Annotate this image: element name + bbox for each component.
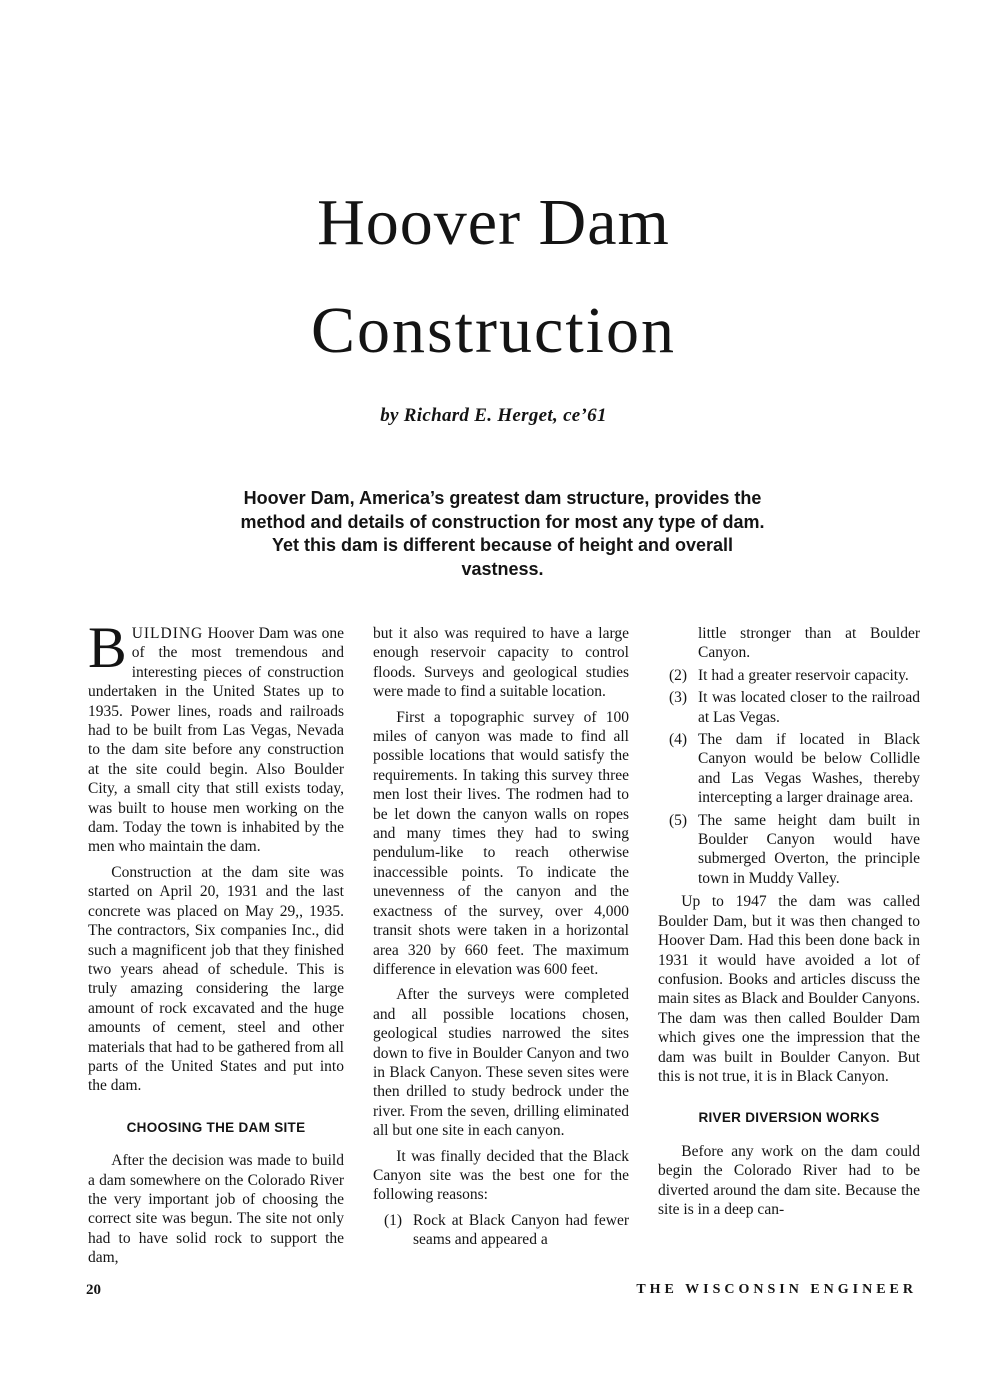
paragraph-text: Hoover Dam was one of the most tremendous and interesting pieces of construction undertaken in the United States up to 1935. Power lines, roads and railroads had to be built from Las Vegas, Nevada to the dam site before any construction at the site could begin. Also Boulder City, a small city that still exists today, was built to house men working on the dam. Today the town is inhabited by the men who maintain the dam. [88,625,344,856]
list-item [658,688,920,727]
drop-cap: B [88,615,127,680]
byline: by Richard E. Herget, ce’61 [380,405,607,426]
intro-paragraph: Hoover Dam, America’s greatest dam structure, provides the method and details of construction for most any type of dam. Yet this dam is different because of height and overall vastness. [240,488,765,579]
list-item-continuation: little stronger than at Boulder Canyon. [698,625,920,662]
list-number: (5) [668,811,688,829]
paragraph: First a topographic survey of 100 miles of canyon was made to find all possible locations that would satisfy the requirements. In taking this survey three men lost their lives. The rodmen had to be let down the canyon walls on ropes and many times they had to swing pendulum-like to reach otherwise inaccessible points. To indicate the unevenness of the canyon and the exactness of the survey, over 4,000 transit shots were taken in a horizontal area 320 by 660 feet. The maximum difference in elevation was 600 feet. [373,708,629,978]
opening-paragraph [88,615,344,857]
list-item [658,811,920,889]
column-2 [373,624,629,1253]
list-number: (3) [668,689,688,707]
list-number: (4) [668,731,688,749]
list-text: Rock at Black Canyon had fewer seams and appeared a [413,1211,629,1249]
column-3 [658,624,920,1225]
list-text: The dam if located in Black Canyon would be below Collidle and Las Vegas Washes, thereby intercepting a larger drainage area. [698,731,920,807]
title-line-1: Hoover Dam [317,186,670,259]
list-item [373,1211,629,1250]
reasons-list [658,666,920,888]
list-text: The same height dam built in Boulder Canyon would have submerged Overton, the principle town in Muddy Valley. [698,811,920,887]
column-1 [88,615,344,1274]
paragraph: After the surveys were completed and all possible locations chosen, geological studies narrowed the sites down to five in Boulder Canyon and two in Black Canyon. These seven sites were then drilled to study bedrock under the river. From the seven, drilling eliminated all but one site in each canyon. [373,986,629,1140]
lead-caps: UILDING [131,625,204,642]
list-text: It had a greater reservoir capacity. [698,666,909,684]
page-number: 20 [86,1282,101,1298]
paragraph: but it also was required to have a large enough reservoir capacity to control floods. Surveys and geological studies were made to find a suitable location. [373,625,629,701]
list-number: (2) [668,666,688,684]
list-text: It was located closer to the railroad at Las Vegas. [698,689,920,726]
list-item [658,666,920,685]
section-heading-river-diversion: RIVER DIVERSION WORKS [698,1110,880,1126]
paragraph: Up to 1947 the dam was called Boulder Dam, but it was then changed to Hoover Dam. Had this been done back in 1931 it would have avoided a lot of confusion. Books and articles discuss the main sites as Black and Boulder Canyons. The dam was then called Boulder Dam which gives one the impression that the dam was built in Boulder Canyon. But this is not true, it is in Black Canyon. [658,893,920,1085]
publication-name: THE WISCONSIN ENGINEER [636,1282,917,1297]
paragraph: Before any work on the dam could begin the Colorado River had to be diverted around the dam site. Because the site is in a deep can- [658,1142,920,1218]
paragraph: After the decision was made to build a dam somewhere on the Colorado River the very important job of choosing the correct site was begun. The site not only had to have solid rock to support the dam, [88,1152,344,1267]
paragraph: Construction at the dam site was started on April 20, 1931 and the last concrete was placed on May 29,, 1935. The contractors, Six companies Inc., did such a magnificent job that they finished two years ahead of schedule. This is truly amazing considering the large amount of rock excavated and the huge amounts of cement, steel and other materials that had to be gathered from all parts of the United States and put into the dam. [88,863,344,1095]
paragraph: It was finally decided that the Black Canyon site was the best one for the following reasons: [373,1147,629,1204]
section-heading-choosing-dam-site: CHOOSING THE DAM SITE [126,1119,306,1135]
title-line-2: Construction [311,294,676,367]
list-number: (1) [383,1211,403,1229]
list-item [658,730,920,808]
